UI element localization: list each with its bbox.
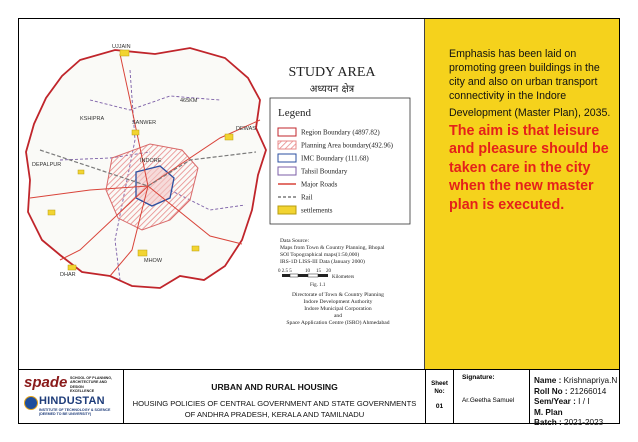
place-label: SANWER <box>132 120 157 126</box>
subject-title: URBAN AND RURAL HOUSING <box>211 382 338 392</box>
description-emphasis: The aim is that leisure and pleasure should be taken care in the city when the new master plan is executed. <box>449 122 609 213</box>
place-label: INDORE <box>140 158 162 164</box>
scale-tick: 15 <box>316 269 321 274</box>
legend-symbol <box>278 128 296 136</box>
place-label: DEPALPUR <box>32 162 62 168</box>
place-label: UJJAIN <box>112 44 131 50</box>
legend-label: Major Roads <box>301 180 338 189</box>
study-area-map <box>20 40 418 338</box>
school-line: SCHOOL OF PLANNING, <box>70 376 113 380</box>
scale-tick: 0 2.5 5 <box>278 269 292 274</box>
student-name: Name : Krishnapriya.N <box>534 376 618 385</box>
student-cell <box>530 370 618 427</box>
credit-line: Space Application Centre (ISRO) Ahmedabad <box>286 320 390 326</box>
school-text <box>70 376 118 394</box>
place-label: KSHIPRA <box>80 116 105 122</box>
legend-label: Region Boundary (4897.82) <box>301 128 380 137</box>
place-label: DEWAS <box>236 126 256 132</box>
place-label: 465KM <box>180 98 198 104</box>
student-sem: Sem/Year : I / I <box>534 397 590 406</box>
scale-tick: 10 <box>305 269 310 274</box>
description-normal: Emphasis has been laid on promoting green buildings in the city and also on urban transport connectivity in the Indore Development (Master Plan), 2035. <box>449 48 611 119</box>
data-source-line: SOI Topographical maps(1:50,000) <box>280 252 360 258</box>
legend-symbol <box>278 206 296 214</box>
institute-line: INSTITUTE OF TECHNOLOGY & SCIENCE <box>39 408 111 412</box>
sheet-number: 01 <box>435 403 444 410</box>
legend-label: Planning Area boundary(492.96) <box>301 141 393 150</box>
student-batch: Batch : 2021-2023 <box>534 418 604 427</box>
logo-cell <box>18 370 124 424</box>
map-title: STUDY AREA <box>288 65 376 80</box>
credit-line: Indore Municipal Corporation <box>304 306 372 312</box>
school-line: EXCELLENCE <box>70 389 95 394</box>
sheet-label: Sheet No: <box>431 380 448 395</box>
legend-label: Rail <box>301 193 313 202</box>
institute-text <box>39 408 110 417</box>
signature-cell <box>454 370 530 424</box>
sheet-cell <box>426 370 454 424</box>
institute-line: (DEEMED TO BE UNIVERSITY) <box>39 412 92 417</box>
credit-line: Directorate of Town & Country Planning <box>292 292 384 298</box>
signature-name: Ar.Geetha Samuel <box>462 397 515 404</box>
place-label: DHAR <box>60 272 76 278</box>
project-title-line2: OF ANDHRA PRADESH, KERALA AND TAMILNADU <box>184 410 365 419</box>
subject-cell <box>124 370 426 424</box>
legend-symbol <box>278 167 296 175</box>
data-source-line: Data Source: <box>280 238 310 244</box>
hindustan-text: HINDUSTAN <box>39 395 105 407</box>
signature-label: Signature: <box>462 374 495 381</box>
student-program: M. Plan <box>534 407 563 417</box>
legend-label: Tahsil Boundary <box>301 167 348 176</box>
emblem-icon <box>24 396 38 410</box>
project-title-line1: HOUSING POLICIES OF CENTRAL GOVERNMENT AND STATE GOVERNMENTS <box>132 399 417 408</box>
figure-label: Fig. 1.1 <box>310 283 326 288</box>
place-label: MHOW <box>144 258 163 264</box>
data-source-line: Maps from Town & Country Planning, Bhopal <box>280 245 385 251</box>
legend-label: IMC Boundary (111.68) <box>301 154 369 163</box>
student-roll: Roll No : 21266014 <box>534 386 607 396</box>
map-title-hindi: अध्ययन क्षेत्र <box>309 84 355 95</box>
description-text <box>449 47 615 215</box>
legend-symbol <box>278 141 296 149</box>
institution-logo <box>22 374 118 422</box>
map-svg <box>20 40 418 338</box>
credit-line: Indore Development Authority <box>303 299 373 305</box>
data-source-line: IRS-1D LISS-III Data (January 2000) <box>280 259 365 265</box>
credit-line: and <box>333 313 343 319</box>
scale-tick: 20 <box>326 269 331 274</box>
legend-label: settlements <box>301 206 333 215</box>
legend-symbol <box>278 154 296 162</box>
spade-logo-text: spade <box>24 374 68 391</box>
school-line: ARCHITECTURE AND DESIGN <box>70 380 108 389</box>
description-panel <box>424 19 619 369</box>
legend-title: Legend <box>278 107 311 119</box>
scale-unit: Kilometers <box>332 275 355 280</box>
title-block <box>18 369 620 427</box>
